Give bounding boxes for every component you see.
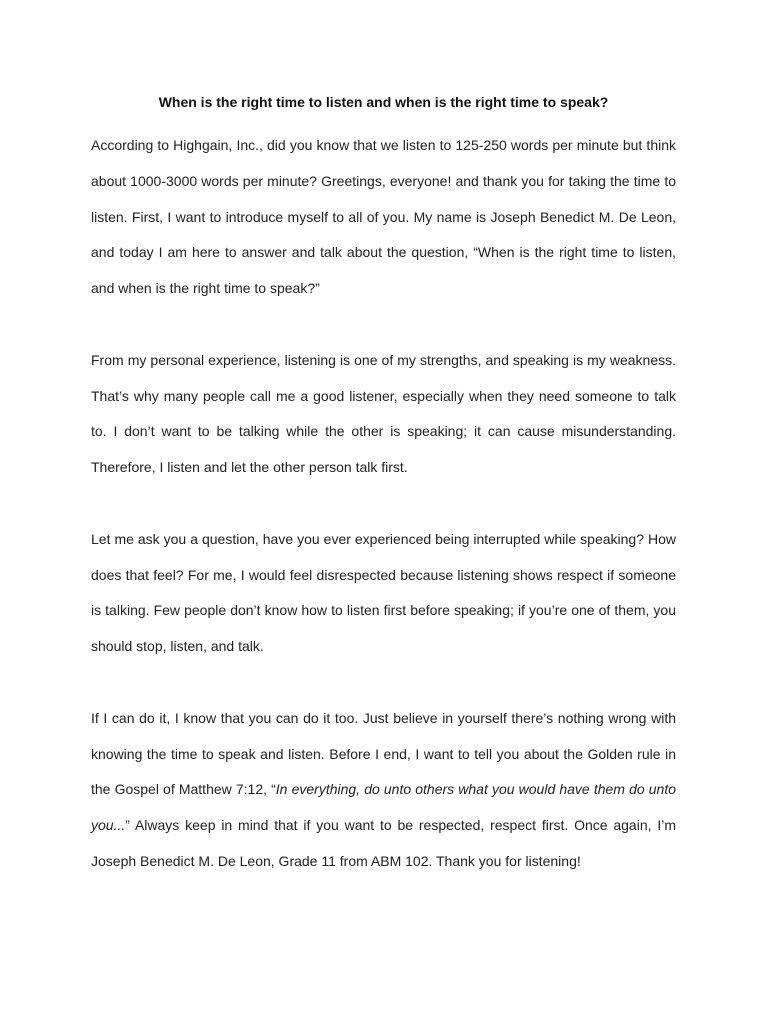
paragraph-personal-experience: From my personal experience, listening is one of my strengths, and speaking is my weakness. That’s why many people call me a good listener, especially when they need someone to talk to. I don’t want to be talking while the other is speaking; it can cause misunderstanding. Therefore, I listen and let the other person talk first. [91, 351, 676, 476]
golden-rule-quote: In everything, do unto others what you would have them do unto you... [91, 781, 677, 834]
paragraph-closing [91, 701, 676, 880]
document-title: When is the right time to listen and when is the right time to speak? [158, 94, 609, 110]
paragraph-introduction: According to Highgain, Inc., did you know that we listen to 125-250 words per minute but think about 1000-3000 words per minute? Greetings, everyone! and thank you for taking the time to listen. First, I want to introduce myself to all of you. My name is Joseph Benedict M. De Leon, and today I am here to answer and talk about the question, “When is the right time to listen, and when is the right time to speak?” [91, 137, 676, 297]
document-body [91, 92, 676, 880]
paragraph-question: Let me ask you a question, have you ever experienced being interrupted while speaking? How does that feel? For me, I would feel disrespected because listening shows respect if someone is talking. Few people don’t know how to listen first before speaking; if you’re one of them, you should stop, listen, and talk. [91, 530, 676, 655]
closing-text-before-quote: If I can do it, I know that you can do it too. Just believe in yourself there’s nothing wrong with knowing the time to speak and listen. Before I end, I want to tell you about the Golden rule in the Gospel of Matthew 7:12, “ [91, 709, 676, 798]
closing-text-after-quote: ” Always keep in mind that if you want to be respected, respect first. Once again, I’m Joseph Benedict M. De Leon, Grade 11 from ABM 102. Thank you for listening! [91, 817, 676, 869]
